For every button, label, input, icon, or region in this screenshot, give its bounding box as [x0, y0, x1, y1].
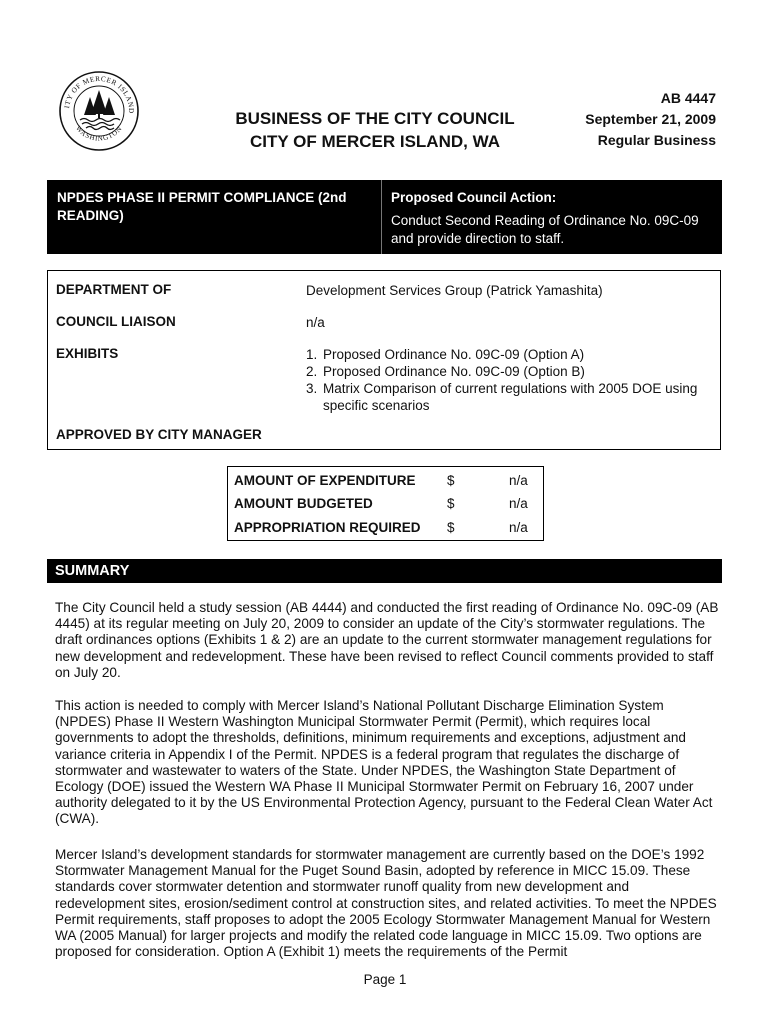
exhibits-row — [56, 346, 118, 361]
exhibits-label: EXHIBITS — [56, 346, 119, 361]
expenditure-box — [227, 466, 544, 541]
page-number: Page 1 — [363, 972, 407, 987]
approved-label: APPROVED BY CITY MANAGER — [56, 427, 262, 442]
exhibit-item: 1. Proposed Ordinance No. 09C-09 (Option A) — [306, 347, 585, 362]
proposed-action-text: Conduct Second Reading of Ordinance No. 09C-09 and provide direction to staff. — [391, 213, 699, 246]
department-row — [56, 282, 171, 297]
liaison-row — [56, 314, 176, 329]
summary-paragraph: Mercer Island’s development standards for stormwater management are currently based on the DOE’s 1992 Stormwater Management Manual for the Puget Sound Basin, adopted by reference in MICC 15.09. These standards cover stormwater detention and stormwater runoff quality from new development and redevelopment sites, erosion/sediment control at construction sites, and related activities. To meet the NPDES Permit requirements, staff proposes to adopt the 2005 Ecology Stormwater Management Manual for Western WA (2005 Manual) for larger projects and modify the related code language in MICC 15.09. Two options are proposed for consideration. Option A (Exhibit 1) meets the requirements of the Permit — [55, 847, 717, 960]
business-type: Regular Business — [597, 132, 716, 148]
agenda-meta — [585, 88, 716, 151]
approved-row — [56, 427, 262, 442]
action-bar — [47, 180, 722, 254]
expenditure-row: APPROPRIATION REQUIRED $ n/a — [234, 520, 528, 535]
meeting-date: September 21, 2009 — [585, 111, 716, 127]
title-line-2: CITY OF MERCER ISLAND, WA — [250, 132, 500, 151]
svg-text:CITY OF MERCER ISLAND: ITY OF MERCER ISLAND — [63, 74, 136, 114]
ab-number: AB 4447 — [660, 90, 716, 106]
title-line-1: BUSINESS OF THE CITY COUNCIL — [235, 109, 515, 128]
summary-paragraph: The City Council held a study session (AB 4444) and conducted the first reading of Ordinance No. 09C-09 (AB 4445) at its regular meeting on July 20, 2009 to consider an update of the City’s stormwater regulations. The draft ordinances options (Exhibits 1 & 2) are an update to the current stormwater management regulations for new development and redevelopment. These have been revised to reflect Council comments provided to staff on July 20. — [55, 600, 719, 680]
exhibits-list — [306, 346, 716, 414]
liaison-value: n/a — [306, 315, 325, 330]
expenditure-row: AMOUNT BUDGETED $ n/a — [234, 496, 528, 511]
bar-divider — [381, 180, 382, 254]
summary-heading: SUMMARY — [47, 559, 722, 583]
proposed-action — [391, 189, 721, 248]
department-label: DEPARTMENT OF — [56, 282, 172, 297]
exhibit-item: 3. Matrix Comparison of current regulations with 2005 DOE using specific scenarios — [306, 381, 698, 413]
document-title — [200, 107, 550, 153]
exhibit-item: 2. Proposed Ordinance No. 09C-09 (Option B) — [306, 364, 585, 379]
info-box — [47, 270, 721, 450]
department-value: Development Services Group (Patrick Yamashita) — [306, 283, 603, 298]
proposed-action-heading: Proposed Council Action: — [391, 190, 557, 205]
summary-paragraph: This action is needed to comply with Mercer Island’s National Pollutant Discharge Elimination System (NPDES) Phase II Western Washington Municipal Stormwater Permit (Permit), which requires local governments to adopt the thresholds, definitions, minimum requirements and exceptions, adjustment and variance criteria in Appendix I of the Permit. NPDES is a federal program that regulates the discharge of stormwater and wastewater to waters of the State. Under NPDES, the Washington State Department of Ecology (DOE) issued the Western WA Phase II Municipal Stormwater Permit on February 16, 2007 under authority delegated to it by the US Environmental Protection Agency, pursuant to the Federal Clean Water Act (CWA). — [55, 698, 713, 827]
liaison-label: COUNCIL LIAISON — [56, 314, 176, 329]
svg-text:WASHINGTON: WASHINGTON — [74, 124, 124, 143]
city-seal-logo — [58, 70, 140, 152]
agenda-subject: NPDES PHASE II PERMIT COMPLIANCE (2nd READING) — [57, 190, 347, 223]
expenditure-row: AMOUNT OF EXPENDITURE $ n/a — [234, 473, 528, 488]
